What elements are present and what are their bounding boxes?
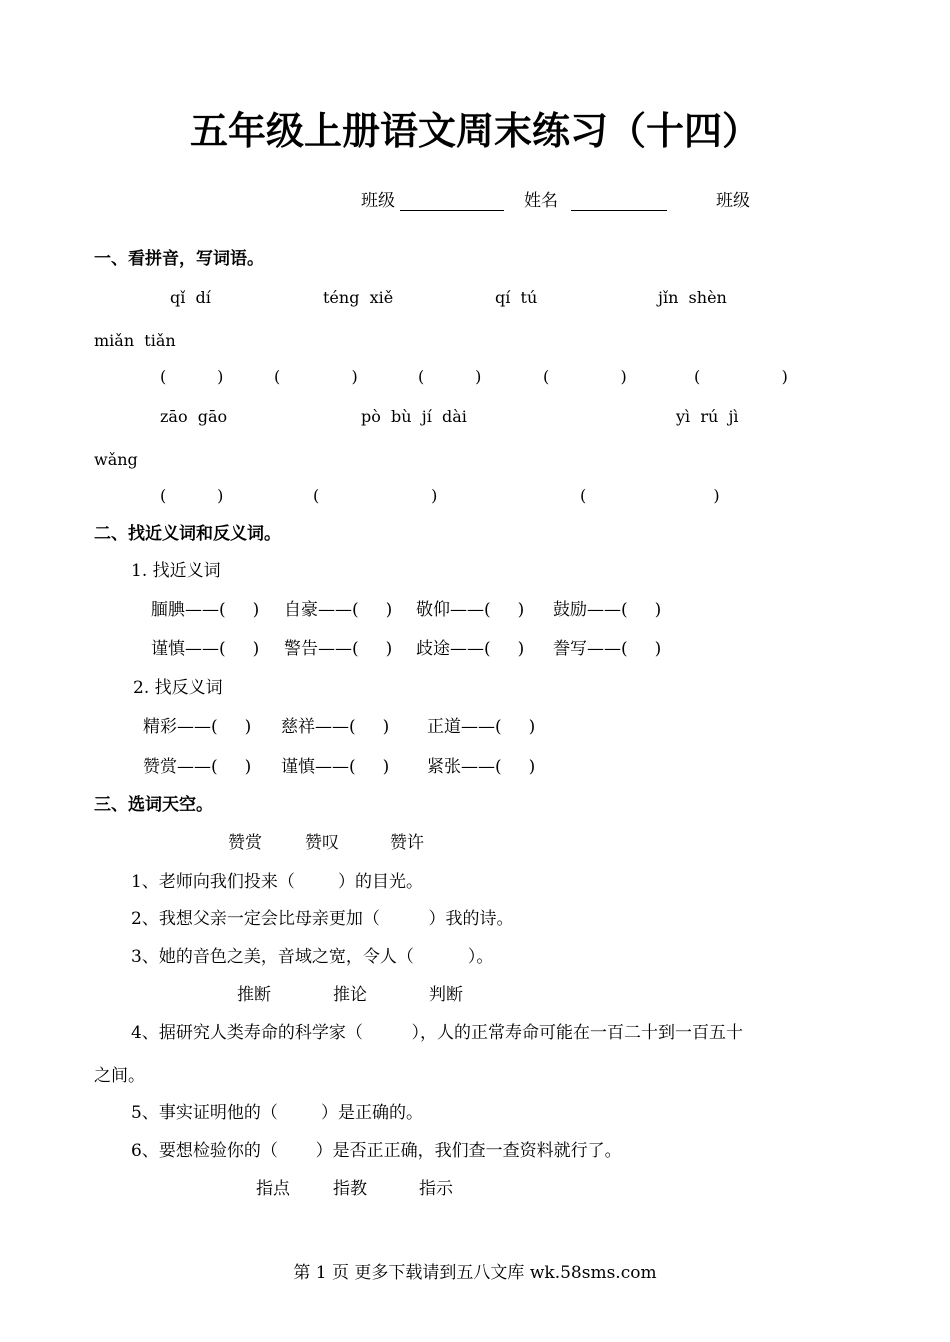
question: 3、她的音色之美，音域之宽，令人（ ）。 <box>131 947 494 967</box>
question: 4、据研究人类寿命的科学家（ ），人的正常寿命可能在一百二十到一百五十 <box>131 1023 743 1043</box>
word-choice: 指示 <box>419 1179 453 1199</box>
word-choice: 赞叹 <box>305 833 339 853</box>
class-label: 班级 <box>361 191 395 211</box>
name-label: 姓名 <box>524 191 558 211</box>
question: 5、事实证明他的（ ）是正确的。 <box>131 1103 424 1123</box>
answer-bracket[interactable]: ( ) <box>274 367 358 386</box>
pinyin-item: téng xiě <box>323 288 394 307</box>
synonym-item: 自豪——( ) <box>284 600 393 620</box>
class-blank[interactable] <box>400 194 504 211</box>
word-choice: 判断 <box>429 985 463 1005</box>
antonym-item: 紧张——( ) <box>427 757 536 777</box>
synonym-item: 警告——( ) <box>284 639 393 659</box>
word-choice: 赞赏 <box>228 833 262 853</box>
subsection-antonyms: 2. 找反义词 <box>133 678 223 698</box>
answer-bracket[interactable]: ( ) <box>543 367 627 386</box>
class-label-2: 班级 <box>716 191 750 211</box>
synonym-item: 歧途——( ) <box>416 639 525 659</box>
synonym-item: 谨慎——( ) <box>151 639 260 659</box>
answer-bracket[interactable]: ( ) <box>160 486 224 505</box>
antonym-item: 正道——( ) <box>427 717 536 737</box>
question-continued: 之间。 <box>94 1066 145 1086</box>
synonym-item: 鼓励——( ) <box>553 600 662 620</box>
answer-bracket[interactable]: ( ) <box>580 486 720 505</box>
pinyin-item: wǎng <box>94 450 138 469</box>
section-1-heading: 一、看拼音，写词语。 <box>94 249 264 269</box>
pinyin-item: zāo gāo <box>160 407 228 426</box>
word-choice: 指教 <box>333 1179 367 1199</box>
answer-bracket[interactable]: ( ) <box>313 486 438 505</box>
word-choice: 推论 <box>333 985 367 1005</box>
answer-bracket[interactable]: ( ) <box>694 367 788 386</box>
page-footer: 第 1 页 更多下载请到五八文库 wk.58sms.com <box>293 1263 657 1283</box>
answer-bracket[interactable]: ( ) <box>418 367 482 386</box>
answer-bracket[interactable]: ( ) <box>160 367 224 386</box>
name-blank[interactable] <box>571 194 667 211</box>
antonym-item: 赞赏——( ) <box>143 757 252 777</box>
word-choice: 赞许 <box>390 833 424 853</box>
antonym-item: 慈祥——( ) <box>281 717 390 737</box>
pinyin-item: qǐ dí <box>170 288 211 307</box>
antonym-item: 谨慎——( ) <box>281 757 390 777</box>
pinyin-item: pò bù jí dài <box>361 407 467 426</box>
synonym-item: 敬仰——( ) <box>416 600 525 620</box>
pinyin-item: jǐn shèn <box>658 288 727 307</box>
question: 1、老师向我们投来（ ）的目光。 <box>131 872 424 892</box>
synonym-item: 誊写——( ) <box>553 639 662 659</box>
pinyin-item: yì rú jì <box>676 407 739 426</box>
question: 6、要想检验你的（ ）是否正正确，我们查一查资料就行了。 <box>131 1141 622 1161</box>
question: 2、我想父亲一定会比母亲更加（ ）我的诗。 <box>131 909 514 929</box>
page-title: 五年级上册语文周末练习（十四） <box>189 109 760 153</box>
pinyin-item: qí tú <box>495 288 538 307</box>
antonym-item: 精彩——( ) <box>143 717 252 737</box>
section-3-heading: 三、选词天空。 <box>94 795 213 815</box>
word-choice: 指点 <box>256 1179 290 1199</box>
word-choice: 推断 <box>237 985 271 1005</box>
synonym-item: 腼腆——( ) <box>151 600 260 620</box>
section-2-heading: 二、找近义词和反义词。 <box>94 524 281 544</box>
pinyin-item: miǎn tiǎn <box>94 331 176 350</box>
subsection-synonyms: 1. 找近义词 <box>131 561 221 581</box>
